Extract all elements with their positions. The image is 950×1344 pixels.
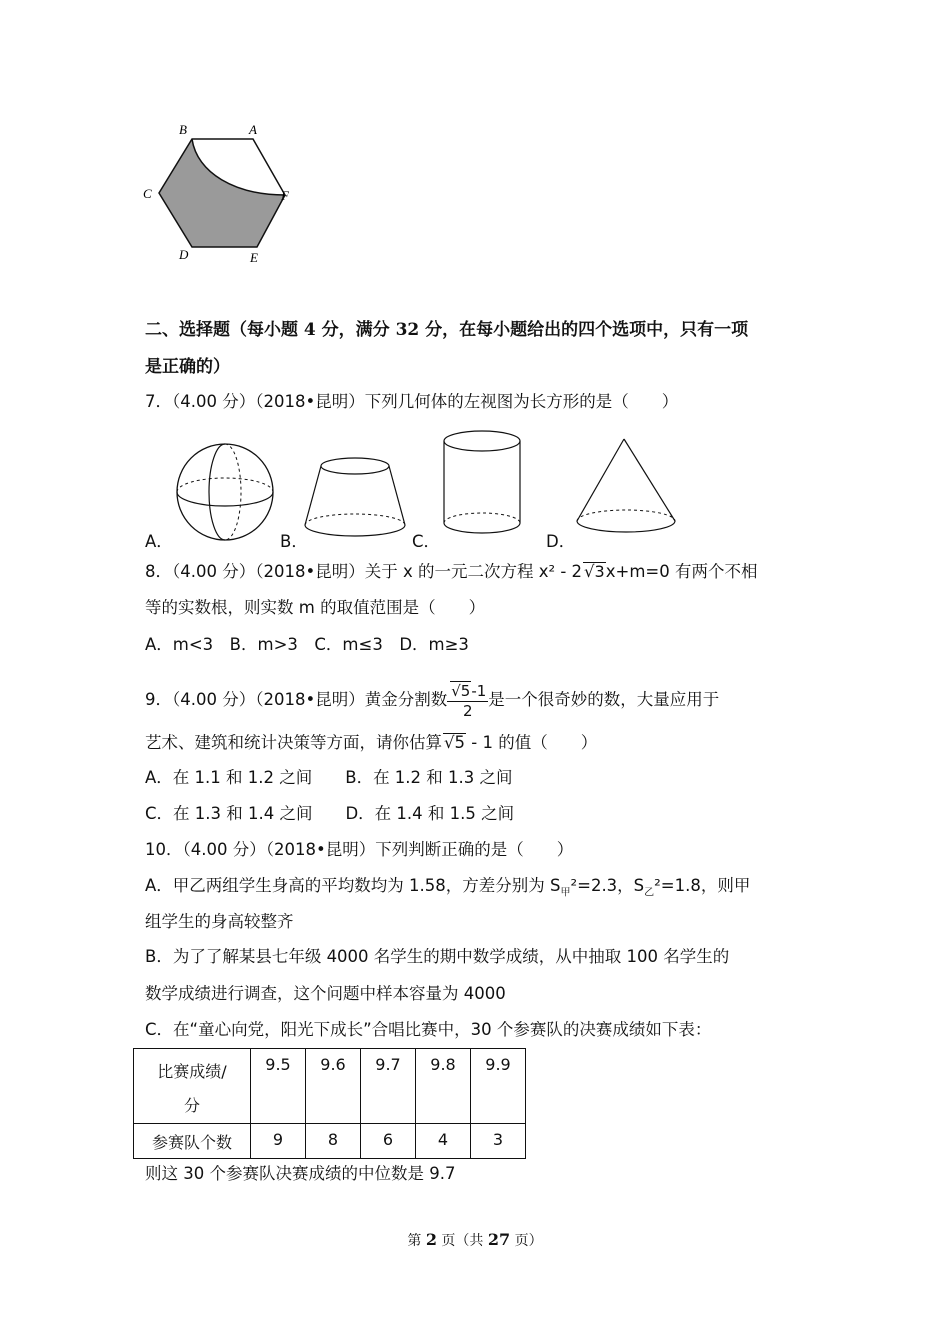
q8-stem xyxy=(145,561,757,583)
footer-total-pages: 27 xyxy=(487,1230,511,1249)
sqrt-sign-icon: √ xyxy=(444,733,455,752)
q7-option-b: B． xyxy=(280,532,308,551)
q10-option-a-line2: 组学生的身高较整齐 xyxy=(145,912,294,931)
q9-frac-sqrt xyxy=(450,681,471,700)
label-C: C xyxy=(143,186,152,201)
page-footer xyxy=(0,1230,950,1250)
q7-option-a: A． xyxy=(145,532,173,551)
table-header-score xyxy=(134,1049,251,1124)
label-E: E xyxy=(250,250,258,265)
section-title-line1: 二、选择题（每小题 4 分，满分 32 分，在每小题给出的四个选项中，只有一项 xyxy=(145,320,749,340)
table-cell: 3 xyxy=(471,1124,526,1159)
score-table xyxy=(133,1048,526,1159)
table-cell: 9.9 xyxy=(471,1049,526,1124)
section-title-line2: 是正确的） xyxy=(145,357,230,377)
frustum-shape xyxy=(300,455,410,540)
table-row xyxy=(134,1049,526,1124)
table-cell: 9.8 xyxy=(416,1049,471,1124)
sqrt-sign-icon: √ xyxy=(451,681,461,700)
hexagon-figure xyxy=(135,115,305,270)
q8-stem-before: 8．（4.00 分）（2018•昆明）关于 x 的一元二次方程 x² - 2 xyxy=(145,562,583,581)
table-cell: 8 xyxy=(306,1124,361,1159)
q9-frac-radicand: 5 xyxy=(460,681,471,700)
cone-shape xyxy=(572,435,682,540)
footer-mid: 页（共 xyxy=(436,1233,488,1249)
q8-stem-after: x+m=0 有两个不相 xyxy=(605,562,758,581)
q9-fraction xyxy=(447,681,488,721)
q10-a-sub2: 乙 xyxy=(644,887,655,899)
table-row xyxy=(134,1124,526,1159)
q9-line2-radicand: 5 xyxy=(454,733,466,752)
table-cell: 9.6 xyxy=(306,1049,361,1124)
table-header-count: 参赛队个数 xyxy=(134,1124,251,1159)
q9-options-row1: A．在 1.1 和 1.2 之间 B．在 1.2 和 1.3 之间 xyxy=(145,768,513,787)
q9-line2 xyxy=(145,732,597,754)
q9-line2-before: 艺术、建筑和统计决策等方面，请你估算 xyxy=(145,733,442,752)
q10-a-end: ²=1.8，则甲 xyxy=(654,876,751,895)
sphere-shape xyxy=(170,440,280,545)
label-B: B xyxy=(179,122,187,137)
label-A: A xyxy=(249,122,257,137)
q9-line2-sqrt xyxy=(443,733,466,752)
q8-stem-line2: 等的实数根，则实数 m 的取值范围是（ ） xyxy=(145,598,486,617)
q7-option-c: C． xyxy=(412,532,441,551)
q9-frac-den: 2 xyxy=(462,701,473,720)
table-cell: 6 xyxy=(361,1124,416,1159)
footer-suffix: 页） xyxy=(510,1233,543,1249)
q9-stem xyxy=(145,680,719,720)
q10-stem: 10．（4.00 分）（2018•昆明）下列判断正确的是（ ） xyxy=(145,840,574,859)
table-cell: 4 xyxy=(416,1124,471,1159)
q10-a-sub1: 甲 xyxy=(560,887,571,899)
q7-option-d: D． xyxy=(546,532,576,551)
cylinder-shape xyxy=(440,428,525,540)
q10-a-before: A．甲乙两组学生身高的平均数均为 1.58，方差分别为 S xyxy=(145,876,561,895)
q10-option-a-line1 xyxy=(145,875,750,904)
q8-radicand: 3 xyxy=(594,562,605,581)
q9-stem-before: 9．（4.00 分）（2018•昆明）黄金分割数 xyxy=(145,690,448,709)
label-D: D xyxy=(179,247,189,262)
q8-sqrt xyxy=(583,562,606,581)
sqrt-sign-icon: √ xyxy=(584,562,595,581)
table-cell: 9.5 xyxy=(251,1049,306,1124)
q10-a-mid: ²=2.3，S xyxy=(570,876,645,895)
footer-prefix: 第 xyxy=(407,1233,426,1249)
q9-options-row2: C．在 1.3 和 1.4 之间 D．在 1.4 和 1.5 之间 xyxy=(145,804,515,823)
q10-option-b-line1: B．为了了解某县七年级 4000 名学生的期中数学成绩，从中抽取 100 名学生的 xyxy=(145,947,730,966)
q10-option-b-line2: 数学成绩进行调查，这个问题中样本容量为 4000 xyxy=(145,984,506,1003)
footer-page-number: 2 xyxy=(425,1230,437,1249)
q7-stem: 7．（4.00 分）（2018•昆明）下列几何体的左视图为长方形的是（ ） xyxy=(145,392,679,411)
q9-stem-after: 是一个很奇妙的数，大量应用于 xyxy=(488,690,720,709)
q9-frac-num-rest: -1 xyxy=(471,681,487,700)
table-cell: 9.7 xyxy=(361,1049,416,1124)
table-cell: 9 xyxy=(251,1124,306,1159)
q10-option-c-line1: C．在“童心向党，阳光下成长”合唱比赛中，30 个参赛队的决赛成绩如下表： xyxy=(145,1020,712,1039)
q10-option-c-line2: 则这 30 个参赛队决赛成绩的中位数是 9.7 xyxy=(145,1164,456,1183)
q9-line2-after: - 1 的值（ ） xyxy=(466,733,598,752)
header-score-a: 比赛成绩/ xyxy=(157,1062,227,1081)
q8-options: A．m<3 B．m>3 C．m≤3 D．m≥3 xyxy=(145,635,469,654)
label-F: F xyxy=(281,188,289,203)
header-score-b: 分 xyxy=(183,1096,200,1115)
